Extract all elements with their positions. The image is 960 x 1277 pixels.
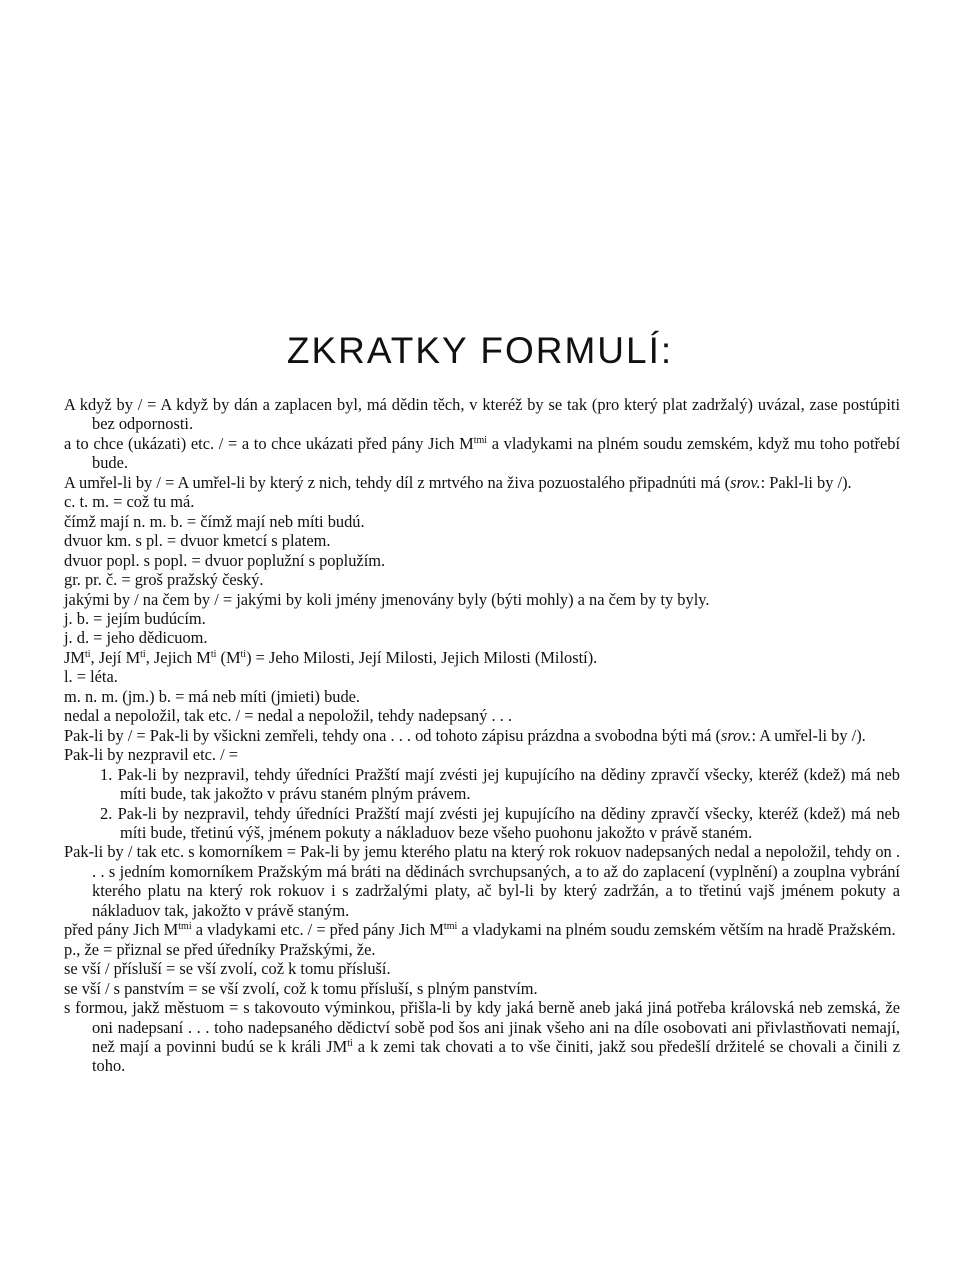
abbreviation-list [64,395,900,1076]
abbreviation-entry: Pak-li by / tak etc. s komorníkem = Pak-li by jemu kterého platu na který rok rokuov nadepsaných nedal a nepoložil, tehdy on . . . s jedním komorníkem Pražským má bráti na dědinách svrchupsaných, a to až do zaplacení (vyplnění) a zouplna vybrání kterého platu na který rok rokuov i s zadržalými platy, ač byl-li by který zadržán, a to třetinú vajš jménem pokuty a nákladuov tak, jakožto v právě staným. [64,842,900,920]
abbreviation-entry: se vší / s panstvím = se vší zvolí, což k tomu přísluší, s plným panstvím. [64,978,538,998]
abbreviation-entry: s formou, jakž městuom = s takovouto výminkou, přišla-li by kdy jaká berně aneb jaká jiná potřeba královská neb zemská, že oni nadepsaní . . . toho nadepsaného dědictví sobě pod šos ani jinak všeho ani na díle osobovati ani přivlastňovati nemají, než mají a povinni budú se k králi $JM^{ti}$ a k zemi tak chovati a to vše činiti, jakž sou předešlí držitelé se chovali a činili z toho. [64,998,901,1076]
abbreviation-entry: nedal a nepoložil, tak etc. / = nedal a nepoložil, tehdy nadepsaný . . . [64,706,512,726]
abbreviation-sub-entry: 1. Pak-li by nezpravil, tehdy úředníci Pražští mají zvésti jej kupujícího na dědiny zpravčí všecky, kteréž (kdež) má neb míti bude, tak jakožto v právu staném plným právem. [100,764,900,804]
abbreviation-entry: m. n. m. (jm.) b. = má neb míti (jmieti) bude. [64,686,361,706]
abbreviation-entry: A umřel-li by / = A umřel-li by který z nich, tehdy díl z mrtvého na živa pozuostalého připadnúti má (srov.: Pakl-li by /). [64,472,852,492]
abbreviation-entry: se vší / přísluší = se vší zvolí, což k tomu přísluší. [64,959,391,979]
abbreviation-entry: a to chce (ukázati) etc. / = a to chce ukázati před pány Jich $M^{tmi}$ a vladykami na plném soudu zemském, když mu toho potřebí bude. [64,433,900,473]
abbreviation-entry: A když by / = A když by dán a zaplacen byl, má dědin těch, v kteréž by se tak (pro který plat zadržalý) uvázal, zase postúpiti bez odpornosti. [64,395,900,434]
abbreviation-entry: Pak-li by nezpravil etc. / = [64,745,239,765]
abbreviation-entry: p., že = přiznal se před úředníky Pražskými, že. [64,939,376,959]
abbreviation-entry: jakými by / na čem by / = jakými by koli jmény jmenovány byly (býti mohly) a na čem by ty byly. [64,589,710,609]
page-title: ZKRATKY FORMULÍ: [286,330,674,371]
abbreviation-sub-entry: 2. Pak-li by nezpravil, tehdy úředníci Pražští mají zvésti jej kupujícího na dědiny zpravčí všecky, kteréž (kdež) má neb míti bude, třetinú výš, jménem pokuty a nákladuov beze všeho puohonu jakožto v právě staném. [100,803,900,842]
abbreviation-entry: dvuor popl. s popl. = dvuor poplužní s poplužím. [64,550,386,570]
abbreviation-entry: j. d. = jeho dědicuom. [64,628,208,648]
abbreviation-entry: j. b. = jejím budúcím. [64,608,206,628]
abbreviation-entry: $JM^{ti}$, Její $M^{ti}$, Jejich $M^{ti}$ $(M^{ti})$ = Jeho Milosti, Její Milosti, Jejich Milosti (Milostí). [64,647,598,667]
abbreviation-entry: gr. pr. č. = groš pražský český. [64,570,264,590]
abbreviation-entry: l. = léta. [64,667,118,687]
abbreviation-entry: dvuor km. s pl. = dvuor kmetcí s platem. [64,531,331,551]
abbreviation-entry: čímž mají n. m. b. = čímž mají neb míti budú. [64,511,365,531]
abbreviation-entry: Pak-li by / = Pak-li by všickni zemřeli, tehdy ona . . . od tohoto zápisu prázdna a svobodna býti má (srov.: A umřel-li by /). [64,725,866,745]
abbreviation-entry: před pány Jich $M^{tmi}$ a vladykami etc. / = před pány Jich $M^{tmi}$ a vladykami na plném soudu zemském větším na hradě Pražském. [64,920,896,940]
abbreviation-entry: c. t. m. = což tu má. [64,492,195,512]
